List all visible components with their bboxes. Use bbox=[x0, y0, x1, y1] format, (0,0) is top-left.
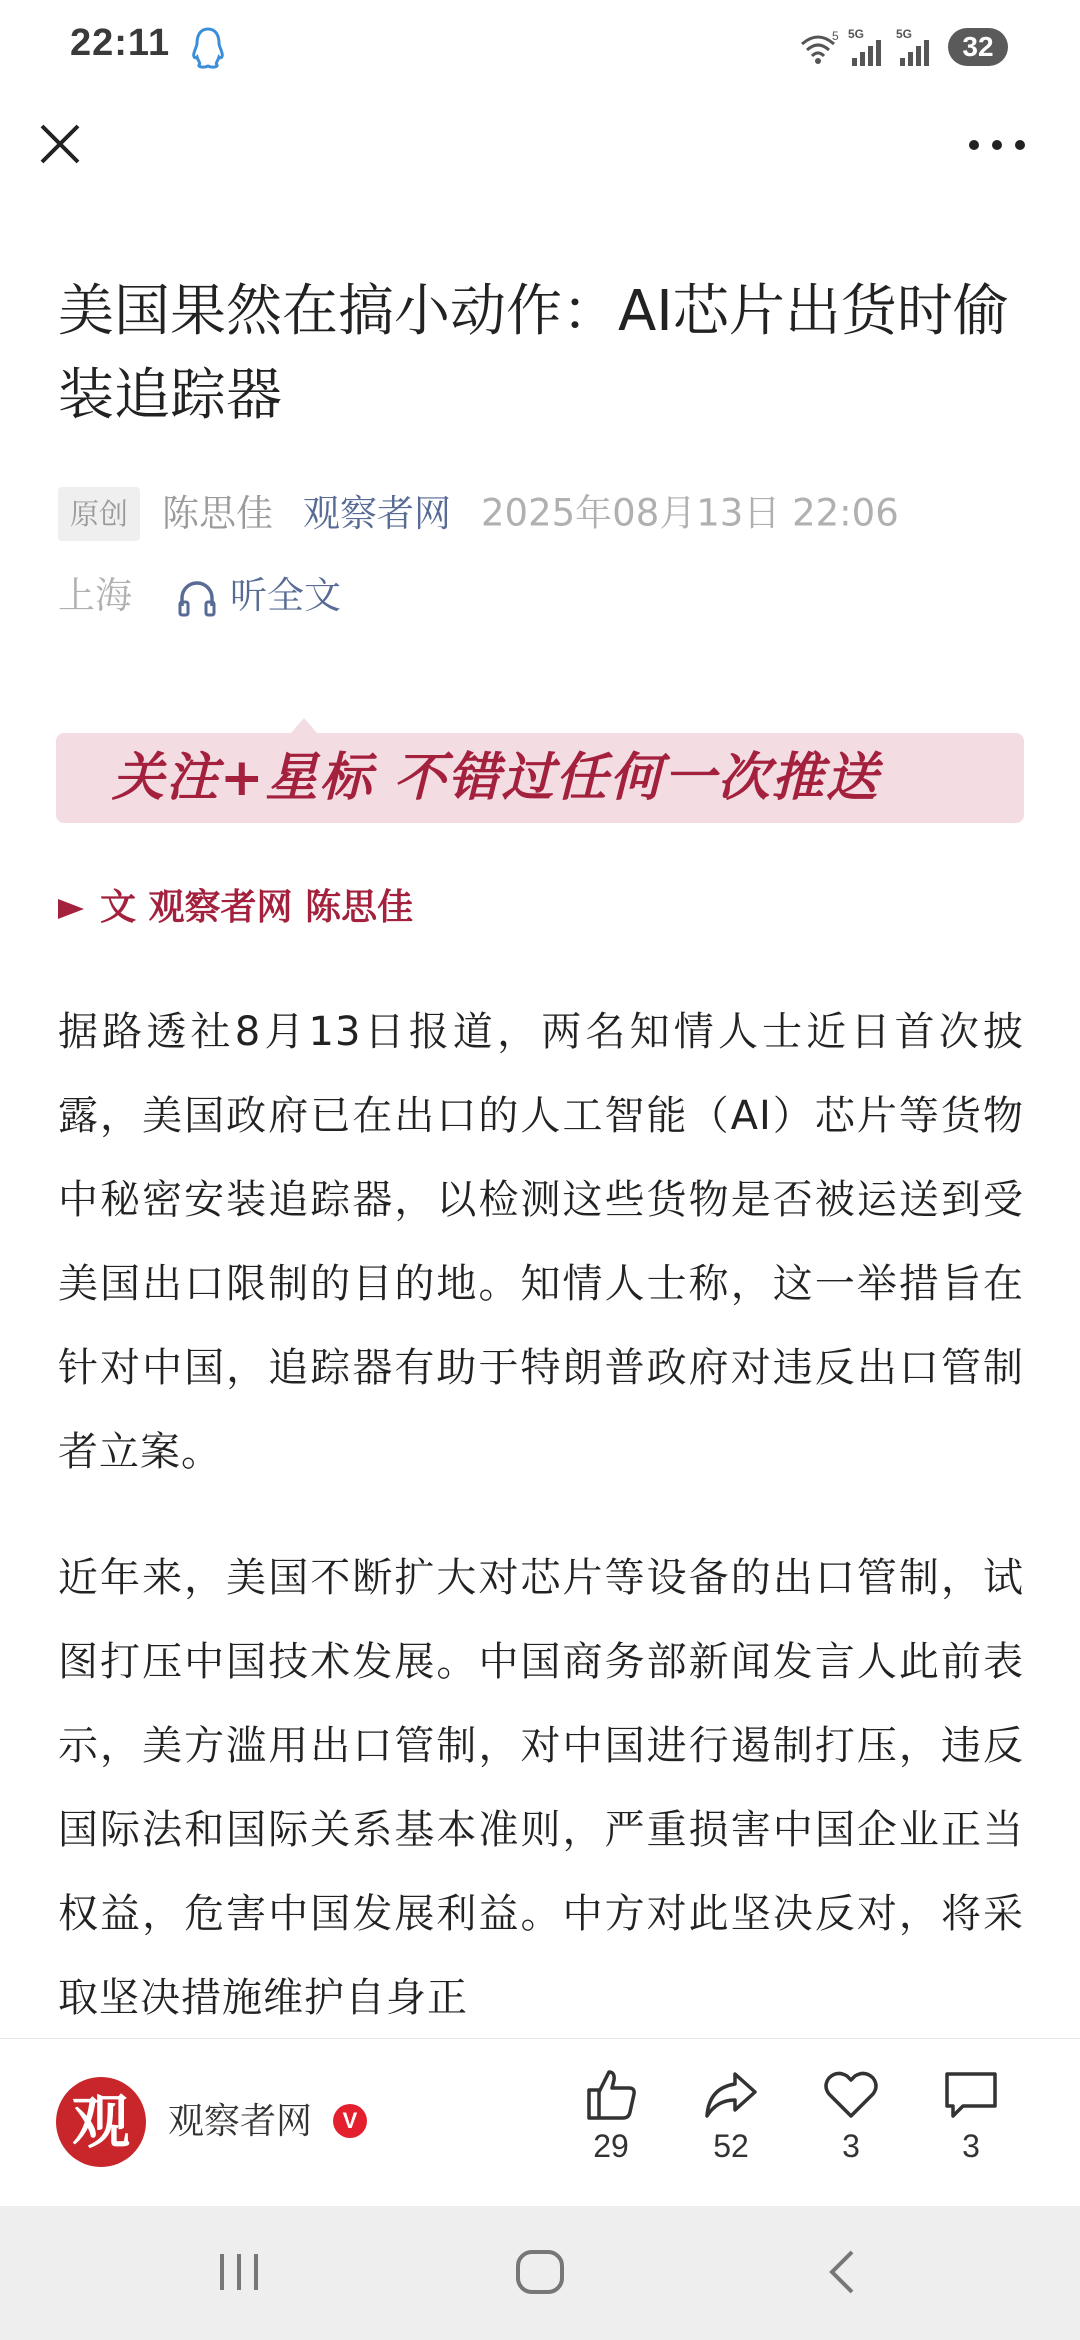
close-icon[interactable] bbox=[30, 114, 90, 174]
bottom-action-bar bbox=[0, 2038, 1080, 2207]
back-icon[interactable] bbox=[822, 2244, 862, 2300]
battery-indicator: 32 bbox=[948, 28, 1008, 66]
qq-penguin-icon bbox=[188, 26, 228, 70]
article-paragraph: 据路透社8月13日报道，两名知情人士近日首次披露，美国政府已在出口的人工智能（AI）芯片等货物中秘密安装追踪器，以检测这些货物是否被运送到受美国出口限制的目的地。知情人士称，这一举措旨在针对中国，追踪器有助于特朗普政府对违反出口管制者立案。 bbox=[58, 1009, 1024, 1475]
share-button[interactable] bbox=[686, 2066, 776, 2165]
verified-badge-icon: V bbox=[333, 2104, 367, 2138]
svg-text:5G: 5G bbox=[848, 27, 865, 41]
headphone-icon bbox=[176, 578, 218, 618]
comment-button[interactable] bbox=[926, 2066, 1016, 2165]
status-time: 22:11 bbox=[70, 22, 171, 64]
svg-text:5G: 5G bbox=[896, 27, 913, 41]
recent-apps-icon[interactable] bbox=[214, 2244, 264, 2300]
signal-icon-sim1 bbox=[848, 26, 890, 68]
favorite-count: 3 bbox=[842, 2128, 860, 2164]
publish-date: 2025年08月13日 22:06 bbox=[481, 491, 899, 535]
byline-arrow-icon bbox=[58, 899, 84, 919]
publisher-avatar[interactable]: 观 bbox=[56, 2077, 146, 2167]
favorite-button[interactable] bbox=[806, 2066, 896, 2165]
share-arrow-icon bbox=[701, 2066, 761, 2122]
share-count: 52 bbox=[713, 2128, 749, 2164]
author-name: 陈思佳 bbox=[162, 491, 274, 535]
like-count: 29 bbox=[593, 2128, 629, 2164]
thumbs-up-icon bbox=[581, 2066, 641, 2122]
wifi-badge: 5 bbox=[832, 29, 839, 43]
wifi-icon bbox=[798, 28, 842, 68]
publish-location: 上海 bbox=[58, 574, 132, 617]
listen-full-text-button[interactable] bbox=[176, 568, 341, 624]
original-badge: 原创 bbox=[58, 487, 140, 541]
article-title: 美国果然在搞小动作：AI芯片出货时偷装追踪器 bbox=[58, 279, 1009, 428]
comment-bubble-icon bbox=[941, 2066, 1001, 2122]
home-icon[interactable] bbox=[512, 2244, 568, 2300]
like-button[interactable] bbox=[566, 2066, 656, 2165]
publisher-name[interactable]: 观察者网 bbox=[168, 2101, 313, 2142]
byline-text: 文 观察者网 陈思佳 bbox=[100, 887, 414, 928]
heart-icon bbox=[821, 2066, 881, 2122]
follow-banner-text: 关注+星标 不错过任何一次推送 bbox=[112, 748, 880, 808]
banner-notch bbox=[290, 718, 318, 734]
article-paragraph: 近年来，美国不断扩大对芯片等设备的出口管制，试图打压中国技术发展。中国商务部新闻发言人此前表示，美方滥用出口管制，对中国进行遏制打压，违反国际法和国际关系基本准则，严重损害中国企业正当权益，危害中国发展利益。中方对此坚决反对，将采取坚决措施维护自身正 bbox=[58, 1555, 1024, 2021]
publisher-link[interactable]: 观察者网 bbox=[303, 491, 452, 535]
comment-count: 3 bbox=[962, 2128, 980, 2164]
more-icon[interactable] bbox=[962, 122, 1032, 168]
listen-label: 听全文 bbox=[230, 574, 341, 617]
article-byline bbox=[58, 880, 413, 936]
article-meta bbox=[58, 484, 1038, 542]
signal-icon-sim2 bbox=[896, 26, 938, 68]
